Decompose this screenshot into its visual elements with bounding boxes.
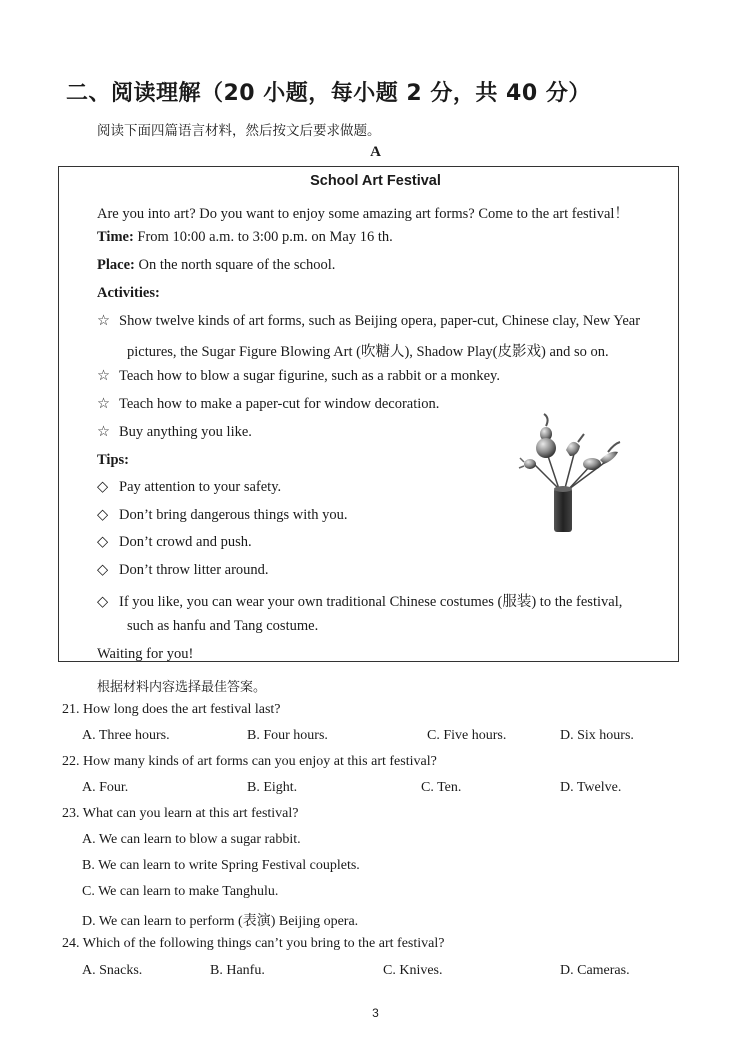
answer-option[interactable]: A. Four.	[82, 780, 129, 795]
tip-item-continuation: such as hanfu and Tang costume.	[127, 618, 319, 634]
answer-option[interactable]: D. Cameras.	[560, 963, 630, 978]
activity-item	[97, 396, 439, 413]
tip-text: If you like, you can wear your own traditional Chinese costumes (服装) to the festival,	[119, 594, 623, 610]
activity-text: Show twelve kinds of art forms, such as Beijing opera, paper-cut, Chinese clay, New Year	[119, 313, 641, 329]
answer-option[interactable]: D. Six hours.	[560, 728, 634, 743]
diamond-icon: ◇	[97, 534, 109, 550]
activity-text: Teach how to blow a sugar figurine, such as a rabbit or a monkey.	[119, 368, 500, 384]
answer-option[interactable]: D. Twelve.	[560, 780, 622, 795]
tip-item	[97, 562, 269, 579]
passage-title: School Art Festival	[310, 173, 441, 189]
answer-option[interactable]: B. We can learn to write Spring Festival couplets.	[82, 858, 360, 873]
tip-item	[97, 479, 281, 496]
place-line	[97, 257, 335, 274]
answer-option[interactable]: D. We can learn to perform (表演) Beijing opera.	[82, 914, 359, 929]
activity-item	[97, 368, 500, 385]
activity-text: Teach how to make a paper-cut for window decoration.	[119, 396, 440, 412]
answer-option[interactable]: C. Ten.	[421, 780, 462, 795]
time-value: From 10:00 a.m. to 3:00 p.m. on May 16 th.	[137, 229, 393, 245]
question-stem: 22. How many kinds of art forms can you enjoy at this art festival?	[62, 754, 437, 769]
place-label: Place:	[97, 257, 135, 273]
answer-option[interactable]: B. Four hours.	[247, 728, 328, 743]
activity-item-continuation: pictures, the Sugar Figure Blowing Art (吹糖人), Shadow Play(皮影戏) and so on.	[127, 344, 609, 360]
question-stem: 24. Which of the following things can’t you bring to the art festival?	[62, 936, 445, 951]
question-instruction: 根据材料内容选择最佳答案。	[97, 680, 267, 695]
activities-label: Activities:	[97, 285, 160, 301]
star-icon: ☆	[97, 396, 110, 412]
answer-option[interactable]: A. Three hours.	[82, 728, 170, 743]
activity-item	[97, 313, 640, 330]
activity-item	[97, 424, 252, 441]
tip-item	[97, 507, 348, 524]
answer-option[interactable]: A. Snacks.	[82, 963, 143, 978]
passage-label: A	[370, 144, 381, 160]
activity-text: Buy anything you like.	[119, 424, 252, 440]
star-icon: ☆	[97, 313, 110, 329]
passage-intro: Are you into art? Do you want to enjoy some amazing art forms? Come to the art festival！	[97, 206, 629, 222]
diamond-icon: ◇	[97, 507, 109, 523]
closing-line: Waiting for you!	[97, 646, 194, 662]
star-icon: ☆	[97, 424, 110, 440]
place-value: On the north square of the school.	[138, 257, 336, 273]
answer-option[interactable]: B. Eight.	[247, 780, 298, 795]
tip-text: Pay attention to your safety.	[119, 479, 282, 495]
tip-text: Don’t bring dangerous things with you.	[119, 507, 348, 523]
tip-item	[97, 534, 252, 551]
tip-item	[97, 590, 622, 611]
tip-text: Don’t crowd and push.	[119, 534, 252, 550]
tip-text: Don’t throw litter around.	[119, 562, 269, 578]
page-number: 3	[372, 1006, 379, 1020]
time-label: Time:	[97, 229, 134, 245]
answer-option[interactable]: C. We can learn to make Tanghulu.	[82, 884, 279, 899]
question-stem: 21. How long does the art festival last?	[62, 702, 281, 717]
tips-label: Tips:	[97, 452, 129, 468]
diamond-icon: ◇	[97, 594, 109, 610]
instructions: 阅读下面四篇语言材料，然后按文后要求做题。	[97, 123, 381, 139]
question-stem: 23. What can you learn at this art festival?	[62, 806, 299, 821]
section-title: 二、阅读理解（20 小题，每小题 2 分，共 40 分）	[66, 81, 591, 106]
answer-option[interactable]: C. Knives.	[383, 963, 443, 978]
answer-option[interactable]: B. Hanfu.	[210, 963, 265, 978]
star-icon: ☆	[97, 368, 110, 384]
answer-option[interactable]: C. Five hours.	[427, 728, 507, 743]
time-line	[97, 229, 393, 246]
diamond-icon: ◇	[97, 562, 109, 578]
answer-option[interactable]: A. We can learn to blow a sugar rabbit.	[82, 832, 301, 847]
diamond-icon: ◇	[97, 479, 109, 495]
sugar-figurine-illustration	[508, 412, 628, 537]
